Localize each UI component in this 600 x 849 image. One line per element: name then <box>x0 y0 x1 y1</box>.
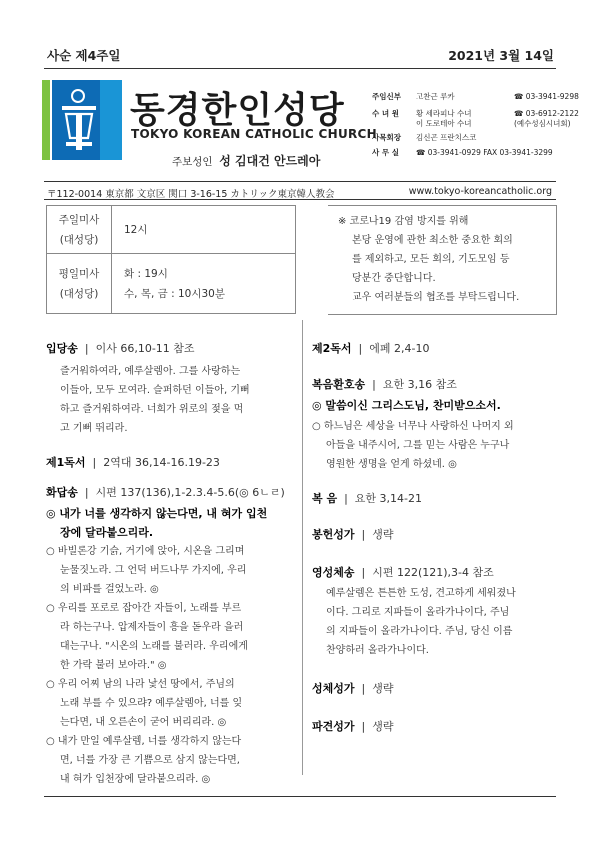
psalm-heading: 화답송 | 시편 137(136),1-2.3.4-5.6(◎ 6ㄴㄹ) <box>46 486 285 499</box>
liturgical-season: 사순 제4주일 <box>47 48 121 63</box>
contact-convent-2: 이 도로테아 수녀 (예수성심시녀회) <box>416 119 571 128</box>
psalm-verse-4: ○ 내가 만일 예루살렘, 너를 생각하지 않는다 면, 너를 가장 큰 기쁨으로 삼지 않는다면, 내 혀가 입천장에 달라붙으리라. ◎ <box>46 736 242 785</box>
contact-pastor: 주임신부 고찬근 루카 ☎ 03-3941-9298 <box>372 92 579 101</box>
church-website[interactable]: www.tokyo-koreancatholic.org <box>408 186 552 197</box>
address-top-rule <box>44 181 556 182</box>
contact-convent: 수 녀 원 황 세라피나 수녀 ☎ 03-6912-2122 <box>372 109 579 118</box>
left-column <box>46 340 296 789</box>
mass-row-weekday <box>47 254 296 314</box>
communion-antiphon-heading: 영성체송 | 시편 122(121),3-4 참조 <box>312 566 494 579</box>
communion-antiphon-text: 예루살렘은 튼튼한 도성, 견고하게 세워졌나 이다. 그리로 지파들이 올라가나이다, 주님 의 지파들이 올라가나이다. 주님, 당신 이름 찬양하러 올라가나이다. <box>326 588 516 656</box>
address-bottom-rule <box>44 199 556 200</box>
psalm-verse-1: ○ 바빌론강 기슭, 거기에 앉아, 시온을 그리며 눈물짓노라. 그 언덕 버드나무 가지에, 우리 의 비파를 걸었노라. ◎ <box>46 546 247 595</box>
emblem-icon <box>52 80 122 160</box>
right-column <box>312 340 556 734</box>
psalm-verse-3: ○ 우리 어찌 남의 나라 낯선 땅에서, 주님의 노래 부를 수 있으랴? 예루살렘아, 너를 잊 는다면, 내 오른손이 굳어 버리리라. ◎ <box>46 679 243 728</box>
recessional-heading: 파견성가 | 생략 <box>312 720 394 733</box>
offertory-heading: 봉헌성가 | 생략 <box>312 528 394 541</box>
psalm-verse-2: ○ 우리를 포로로 잡아간 자들이, 노래를 부르 라 하는구나. 압제자들이 흥을 돋우라 을러 대는구나. "시온의 노래를 불러라. 우리에게 한 가락 불러 보아라." ◎ <box>46 603 248 671</box>
entrance-antiphon-text: 즐거워하여라, 예루살렘아. 그를 사랑하는 이들아, 모두 모여라. 슬퍼하던 이들아, 기뻐 하고 즐거워하여라. 너희가 위로의 젖을 먹 고 기뻐 뛰리라. <box>60 366 250 434</box>
mass-label-weekday: 평일미사 (대성당) <box>47 254 112 314</box>
contact-office: 사 무 실 ☎ 03-3941-0929 FAX 03-3941-3299 <box>372 148 553 157</box>
bulletin-date: 2021년 3월 14일 <box>448 48 554 63</box>
first-reading-heading: 제1독서 | 2역대 36,14-16.19-23 <box>46 456 220 469</box>
gospel-acclamation-heading: 복음환호송 | 요한 3,16 참조 <box>312 378 457 391</box>
column-divider <box>302 320 303 775</box>
gospel-acclamation-verse: ○ 하느님은 세상을 너무나 사랑하신 나머지 외 아들을 내주시어, 그를 믿는 사람은 누구나 영원한 생명을 얻게 하셨네. ◎ <box>312 421 514 470</box>
church-address: 〒112-0014 東京都 文京区 関口 3-16-15 カトリック東京韓人教会 <box>47 189 335 200</box>
covid-notice: ※ 코로나19 감염 방지를 위해 본당 운영에 관한 최소한 중요한 회의 를 제외하고, 모든 회의, 기도모임 등 당분간 중단합니다. 교우 여러분들의 협조를 부탁드립니다. <box>338 216 520 303</box>
gospel-acclamation-response: ◎ 말씀이신 그리스도님, 찬미받으소서. <box>312 399 501 412</box>
mass-time-weekday: 화 : 19시 수, 목, 금 : 10시30분 <box>112 254 296 314</box>
mass-label-sunday: 주일미사 (대성당) <box>47 206 112 254</box>
bottom-divider <box>44 796 556 797</box>
church-emblem <box>52 80 122 160</box>
mass-schedule-table <box>46 205 296 314</box>
second-reading-heading: 제2독서 | 에페 2,4-10 <box>312 342 430 355</box>
patron-saint: 주보성인 성 김대건 안드레아 <box>172 154 321 168</box>
church-name-english: TOKYO KOREAN CATHOLIC CHURCH <box>131 127 378 141</box>
top-divider <box>44 68 556 69</box>
church-name-korean: 동경한인성당 <box>130 90 345 131</box>
psalm-response: ◎ 내가 너를 생각하지 않는다면, 내 혀가 입천 장에 달라붙으리라. <box>46 507 268 539</box>
mass-time-sunday: 12시 <box>112 206 296 254</box>
logo-green-bar <box>42 80 50 160</box>
mass-row-sunday <box>47 206 296 254</box>
entrance-antiphon-heading: 입당송 | 이사 66,10-11 참조 <box>46 342 195 355</box>
gospel-heading: 복 음 | 요한 3,14-21 <box>312 492 423 505</box>
contact-council: 사목회장 김신곤 프란치스코 <box>372 133 477 142</box>
communion-hymn-heading: 성체성가 | 생략 <box>312 682 394 695</box>
